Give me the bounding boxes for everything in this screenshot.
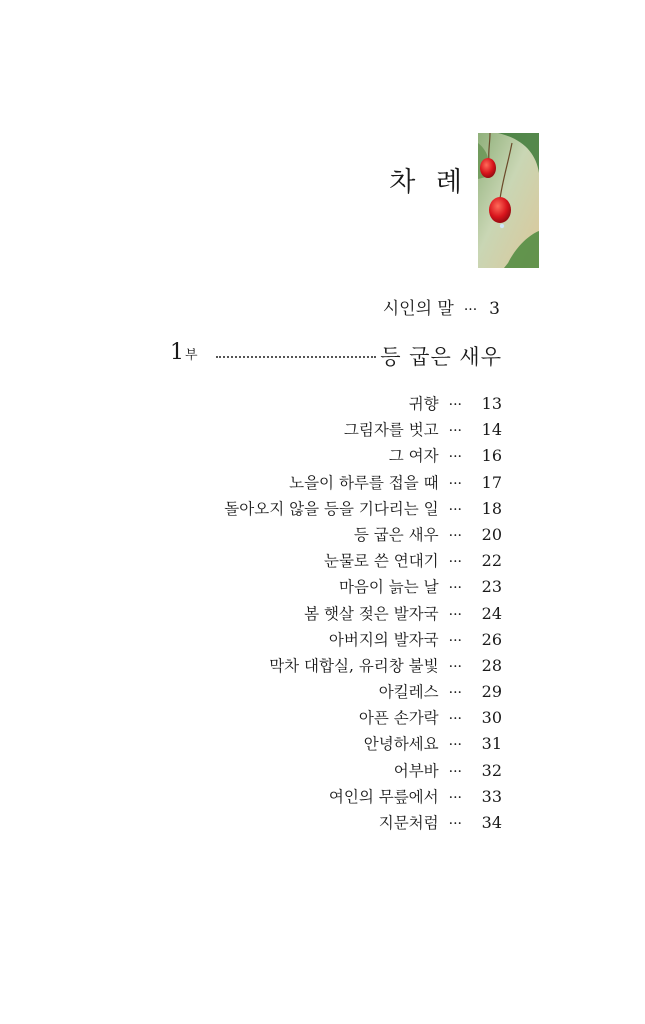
berry-photo — [478, 133, 539, 268]
entry-page: 24 — [481, 603, 502, 623]
entry-page: 30 — [481, 708, 502, 728]
entry-dots: ··· — [448, 449, 462, 466]
toc-entry[interactable] — [150, 653, 502, 679]
entry-dots: ··· — [448, 816, 462, 832]
entry-page: 31 — [481, 734, 502, 754]
entry-dots: ··· — [448, 763, 462, 780]
entry-page: 26 — [481, 629, 502, 649]
part-number-value: 1 — [170, 340, 184, 365]
entry-title: 지문처럼 — [378, 814, 439, 832]
toc-entry[interactable] — [150, 758, 502, 784]
entry-title: 돌아오지 않을 등을 기다리는 일 — [224, 499, 439, 518]
toc-entry[interactable] — [150, 522, 502, 548]
entry-title: 그 여자 — [388, 447, 439, 466]
toc-entry[interactable] — [150, 548, 502, 574]
entry-dots: ··· — [448, 475, 462, 492]
entry-page: 32 — [481, 760, 502, 780]
part-number-suffix: 부 — [185, 348, 198, 363]
entry-dots: ··· — [448, 501, 462, 518]
entry-dots: ··· — [448, 685, 462, 702]
entry-page: 18 — [481, 498, 502, 518]
part-heading[interactable] — [170, 340, 502, 372]
entry-page: 3 — [489, 299, 500, 319]
toc-entry[interactable] — [150, 574, 502, 600]
entry-page: 28 — [481, 655, 502, 675]
entry-dots: ··· — [463, 302, 478, 318]
entry-title: 시인의 말 — [382, 299, 454, 319]
entry-page: 34 — [481, 813, 502, 832]
entry-page: 17 — [481, 472, 502, 492]
entry-title: 그림자를 벗고 — [343, 421, 439, 440]
entry-title: 등 굽은 새우 — [353, 525, 439, 544]
toc-entry[interactable] — [150, 417, 502, 443]
entry-title: 귀향 — [408, 395, 439, 413]
entry-dots: ··· — [448, 711, 462, 728]
entry-title: 눈물로 쓴 연대기 — [323, 552, 439, 571]
toc-entry[interactable] — [150, 470, 502, 496]
entry-title: 막차 대합실, 유리창 불빛 — [269, 656, 439, 675]
entry-dots: ··· — [448, 737, 462, 754]
toc-entry[interactable] — [150, 443, 502, 469]
toc-entry[interactable] — [150, 731, 502, 757]
entry-title: 마음이 늙는 날 — [338, 578, 439, 597]
entry-title: 여인의 무릎에서 — [328, 787, 439, 806]
entry-page: 13 — [481, 394, 502, 413]
entry-dots: ··· — [448, 580, 462, 597]
toc-entry[interactable] — [150, 627, 502, 653]
page-title: 차 례 — [389, 167, 468, 198]
entry-page: 20 — [481, 524, 502, 544]
entry-page: 33 — [481, 786, 502, 806]
entry-dots: ··· — [448, 397, 462, 413]
toc-entry-preface[interactable] — [200, 294, 500, 319]
part-title: 등 굽은 새우 — [380, 345, 502, 369]
entry-dots: ··· — [448, 632, 462, 649]
entry-dots: ··· — [448, 658, 462, 675]
entry-page: 23 — [481, 577, 502, 597]
entry-dots: ··· — [448, 423, 462, 440]
entry-title: 어부바 — [393, 761, 439, 780]
entry-page: 16 — [481, 446, 502, 466]
leader-dots — [216, 356, 376, 358]
toc-entry[interactable] — [150, 810, 502, 836]
toc-entry[interactable] — [150, 705, 502, 731]
entry-title: 아픈 손가락 — [358, 709, 439, 728]
entry-page: 22 — [481, 551, 502, 571]
entry-dots: ··· — [448, 527, 462, 544]
toc-entry[interactable] — [150, 391, 502, 417]
entry-page: 14 — [481, 420, 502, 440]
toc-entry[interactable] — [150, 601, 502, 627]
part-number — [170, 340, 198, 365]
toc-entry[interactable] — [150, 679, 502, 705]
entry-dots: ··· — [448, 554, 462, 571]
toc-list — [150, 391, 502, 836]
toc-entry[interactable] — [150, 496, 502, 522]
entry-dots: ··· — [448, 606, 462, 623]
entry-title: 안녕하세요 — [363, 735, 439, 754]
entry-page: 29 — [481, 682, 502, 702]
toc-entry[interactable] — [150, 784, 502, 810]
entry-title: 봄 햇살 젖은 발자국 — [304, 604, 439, 623]
entry-title: 아킬레스 — [378, 683, 439, 702]
entry-dots: ··· — [448, 789, 462, 806]
entry-title: 아버지의 발자국 — [328, 630, 439, 649]
entry-title: 노을이 하루를 접을 때 — [289, 473, 439, 492]
